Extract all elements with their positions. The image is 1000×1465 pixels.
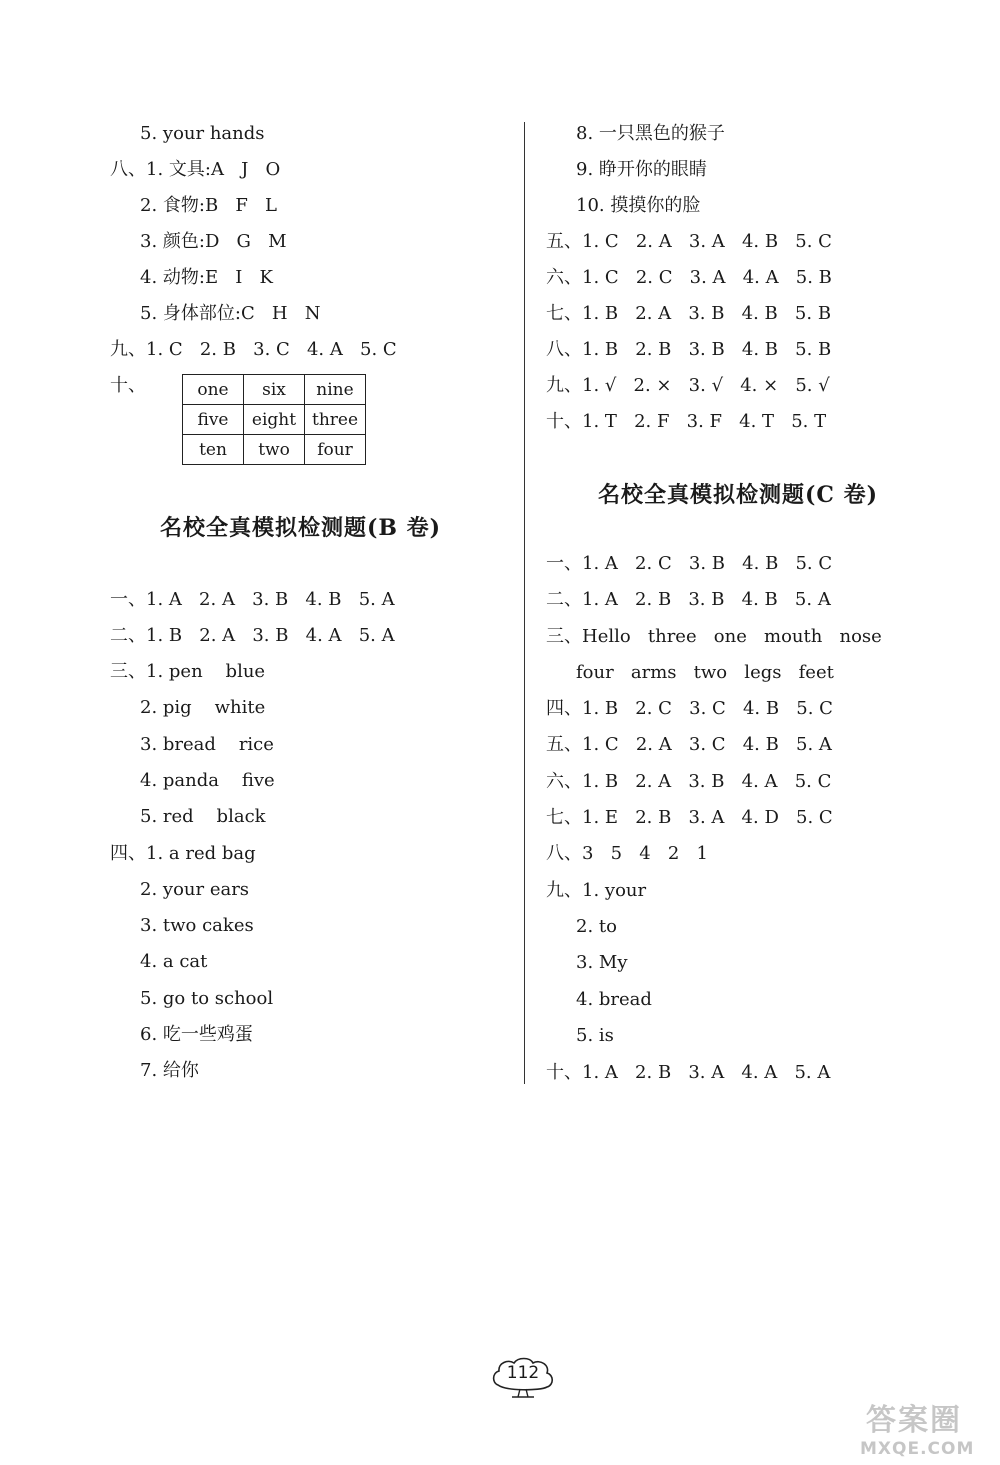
right-bottom-answer-line: 5. is [576,1025,614,1046]
left-top-answer-line: 2. 食物:B F L [140,195,277,216]
right-bottom-answer-line: 三、Hello three one mouth nose [546,626,882,647]
left-bottom-answer-line: 四、1. a red bag [110,843,256,864]
right-bottom-answer-line: 六、1. B 2. A 3. B 4. A 5. C [546,771,832,792]
grid-cell: two [244,435,305,465]
grid-cell: ten [183,435,244,465]
right-top-answer-line: 八、1. B 2. B 3. B 4. B 5. B [546,339,832,360]
grid-cell: eight [244,405,305,435]
left-bottom-answer-line: 6. 吃一些鸡蛋 [140,1024,253,1045]
right-bottom-answer-line: 3. My [576,952,628,973]
page-number-badge [490,1355,556,1401]
right-bottom-answer-line: 十、1. A 2. B 3. A 4. A 5. A [546,1062,831,1083]
left-bottom-answer-line: 一、1. A 2. A 3. B 4. B 5. A [110,589,395,610]
left-top-answer-line: 5. your hands [140,123,265,144]
column-divider [524,122,525,1084]
grid-cell: one [183,375,244,405]
grid-row [183,405,366,435]
grid-cell: five [183,405,244,435]
right-top-answer-line: 8. 一只黑色的猴子 [576,123,725,144]
left-bottom-answer-line: 4. a cat [140,951,208,972]
left-bottom-answer-line: 二、1. B 2. A 3. B 4. A 5. A [110,625,395,646]
right-top-answer-line: 9. 睁开你的眼睛 [576,159,707,180]
left-bottom-answer-line: 2. pig white [140,697,266,718]
grid-row [183,375,366,405]
left-bottom-answer-line: 三、1. pen blue [110,661,266,682]
left-bottom-answer-line: 4. panda five [140,770,275,791]
left-bottom-answer-line: 5. go to school [140,988,274,1009]
section-title-c: 名校全真模拟检测题(C 卷) [598,482,878,508]
right-bottom-answer-line: 八、3 5 4 2 1 [546,843,708,864]
left-bottom-answer-line: 3. bread rice [140,734,274,755]
left-top-answer-line: 九、1. C 2. B 3. C 4. A 5. C [110,339,397,360]
right-bottom-answer-line: 4. bread [576,989,652,1010]
right-bottom-answer-line: 2. to [576,916,617,937]
right-bottom-answer-line: four arms two legs feet [576,662,834,683]
left-bottom-answer-line: 3. two cakes [140,915,254,936]
right-bottom-answer-line: 七、1. E 2. B 3. A 4. D 5. C [546,807,833,828]
grid-cell: six [244,375,305,405]
site-watermark [860,1395,995,1463]
number-word-grid [182,374,366,465]
grid-cell: three [305,405,366,435]
right-top-answer-line: 10. 摸摸你的脸 [576,195,701,216]
left-bottom-answer-line: 2. your ears [140,879,250,900]
grid-cell: four [305,435,366,465]
watermark-domain: MXQE.COM [860,1439,975,1459]
right-top-answer-line: 九、1. √ 2. × 3. √ 4. × 5. √ [546,375,830,396]
grid-cell: nine [305,375,366,405]
right-top-answer-line: 六、1. C 2. C 3. A 4. A 5. B [546,267,832,288]
right-top-answer-line: 七、1. B 2. A 3. B 4. B 5. B [546,303,832,324]
left-top-answer-line: 3. 颜色:D G M [140,231,287,252]
right-top-answer-line: 五、1. C 2. A 3. A 4. B 5. C [546,231,832,252]
left-bottom-answer-line: 7. 给你 [140,1060,199,1081]
right-bottom-answer-line: 二、1. A 2. B 3. B 4. B 5. A [546,589,831,610]
left-top-answer-line: 八、1. 文具:A J O [110,159,281,180]
watermark-logo-text: 答案圈 [866,1403,962,1438]
right-top-answer-line: 十、1. T 2. F 3. F 4. T 5. T [546,411,827,432]
right-bottom-answer-line: 四、1. B 2. C 3. C 4. B 5. C [546,698,833,719]
section-title-b: 名校全真模拟检测题(B 卷) [160,515,442,541]
left-top-answer-line: 4. 动物:E I K [140,267,273,288]
grid-row [183,435,366,465]
page-number: 112 [506,1363,540,1383]
left-bottom-answer-line: 5. red black [140,806,266,827]
left-top-answer-line: 5. 身体部位:C H N [140,303,321,324]
left-top-answer-line: 十、 [110,375,146,396]
right-bottom-answer-line: 一、1. A 2. C 3. B 4. B 5. C [546,553,833,574]
right-bottom-answer-line: 五、1. C 2. A 3. C 4. B 5. A [546,734,832,755]
right-bottom-answer-line: 九、1. your [546,880,647,901]
